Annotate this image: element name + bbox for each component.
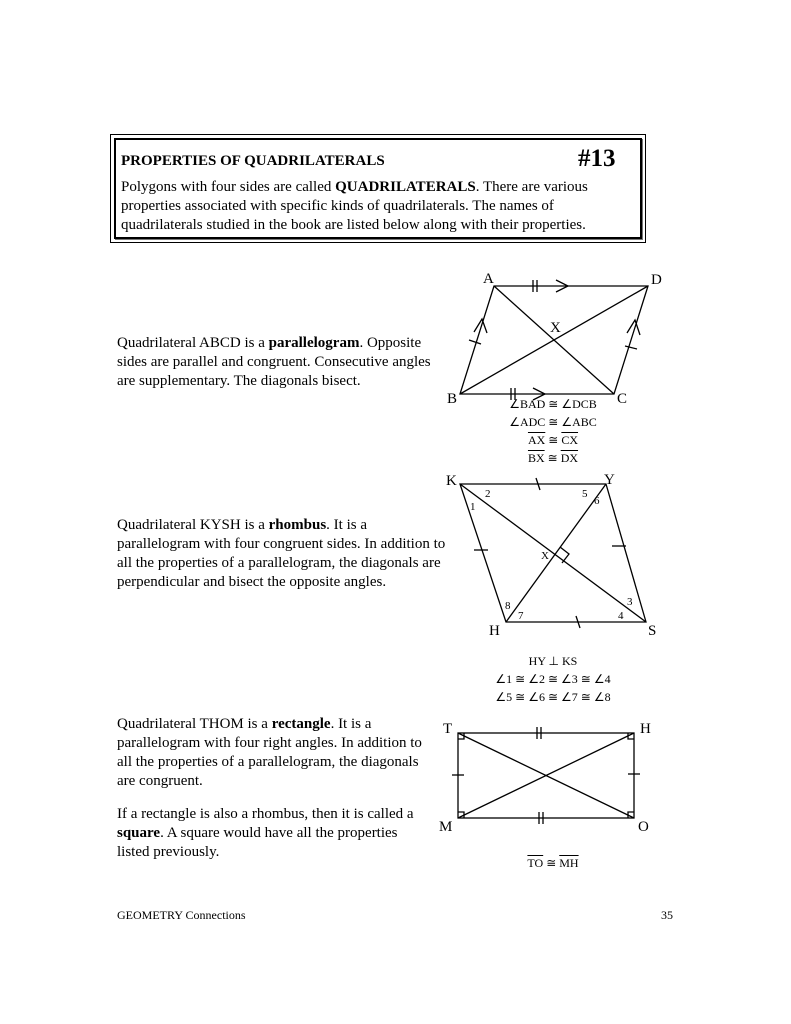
angle-number-1: 1 (470, 501, 476, 513)
vertex-label-x: X (550, 320, 561, 336)
rectangle-text-post: . It is a parallelogram with four right angles. In addition to all the properties of a parallelogram, the diagonals are congruent. (117, 716, 422, 789)
footer-left: GEOMETRY Connections (117, 908, 246, 922)
parallelogram-relations (498, 395, 608, 467)
footer-page-number: 35 (661, 908, 673, 922)
square-text-post: . A square would have all the properties listed previously. (117, 825, 398, 860)
parallelogram-text-post: . Opposite sides are parallel and congruent. Consecutive angles are supplementary. The diagonals bisect. (117, 335, 431, 389)
angle-number-2: 2 (485, 488, 491, 500)
angle-number-7: 7 (518, 610, 524, 622)
vertex-label-h: H (489, 623, 500, 639)
relation-angle-adc: ∠ADC ≅ ∠ABC (509, 415, 597, 429)
intro-pre: Polygons with four sides are called (121, 179, 336, 195)
vertex-label-t: T (443, 721, 453, 737)
square-text-bold: square (117, 825, 161, 841)
relation-segment-bx (498, 449, 608, 467)
square-text-pre: If a rectangle is also a rhombus, then it is called a (117, 806, 414, 822)
segment-bx: $\overline{BX}$ (527, 451, 545, 465)
relation-segment-to (503, 854, 603, 872)
relation-segment-ax (498, 431, 608, 449)
vertex-label-b: B (447, 391, 458, 407)
segment-dx: $\overline{DX}$ (560, 451, 579, 465)
segment-cx: $\overline{CX}$ (561, 433, 579, 447)
rectangle-figure (452, 727, 640, 824)
angle-number-5: 5 (582, 488, 588, 500)
rhombus-text-pre: Quadrilateral KYSH is a (117, 517, 269, 533)
angle-number-8: 8 (505, 600, 511, 612)
vertex-label-a: A (483, 271, 494, 287)
page-number-badge: #13 (578, 145, 616, 172)
intro-post: . There are various properties associated with specific kinds of quadrilaterals. The names of quadrilaterals studied in the book are listed below along with their properties. (121, 179, 588, 233)
congruent-symbol: ≅ (545, 433, 562, 447)
right-angle-mark (560, 547, 569, 563)
segment-ax: $\overline{AX}$ (527, 433, 546, 447)
vertex-label-s: S (648, 623, 657, 639)
parallelogram-text-pre: Quadrilateral ABCD is a (117, 335, 269, 351)
rectangle-text-pre: Quadrilateral THOM is a (117, 716, 272, 732)
congruent-symbol: ≅ (543, 856, 560, 870)
relation-angle-bad: ∠BAD ≅ ∠DCB (509, 397, 597, 411)
vertex-label-x-rhombus: X (541, 550, 549, 562)
vertex-label-m: M (439, 819, 453, 835)
intro-bold: QUADRILATERALS (335, 179, 476, 195)
relation-angles-5-8: ∠5 ≅ ∠6 ≅ ∠7 ≅ ∠8 (495, 690, 611, 704)
rhombus-diagonal-hy (506, 484, 606, 622)
vertex-label-o: O (638, 819, 649, 835)
parallelogram-diagonal-bd (460, 286, 648, 394)
rhombus-diagonal-ks (460, 484, 646, 622)
rhombus-text-bold: rhombus (268, 517, 327, 533)
vertex-label-c: C (617, 391, 628, 407)
rectangle-relation (503, 854, 603, 872)
segment-mh: $\overline{MH}$ (559, 856, 579, 870)
relation-perpendicular: HY ⊥ KS (528, 654, 578, 668)
vertex-label-d: D (651, 272, 662, 288)
angle-number-4: 4 (618, 610, 624, 622)
angle-number-6: 6 (594, 495, 600, 507)
relation-angles-1-4: ∠1 ≅ ∠2 ≅ ∠3 ≅ ∠4 (495, 672, 611, 686)
vertex-label-h-rect: H (640, 721, 651, 737)
rhombus-text-post: . It is a parallelogram with four congruent sides. In addition to all the properties of a parallelogram, the diagonals are perpendicular and bisect the opposite angles. (117, 517, 446, 590)
rectangle-text-bold: rectangle (271, 716, 331, 732)
vertex-label-y: Y (604, 472, 615, 488)
angle-number-3: 3 (627, 596, 633, 608)
congruent-symbol: ≅ (544, 451, 561, 465)
parallelogram-text-bold: parallelogram (268, 335, 360, 351)
parallelogram-figure (460, 280, 648, 400)
page-title: PROPERTIES OF QUADRILATERALS (121, 153, 385, 169)
vertex-label-k: K (446, 473, 457, 489)
rhombus-relations (483, 652, 623, 706)
rhombus-figure (460, 478, 646, 628)
segment-to: $\overline{TO}$ (527, 856, 544, 870)
